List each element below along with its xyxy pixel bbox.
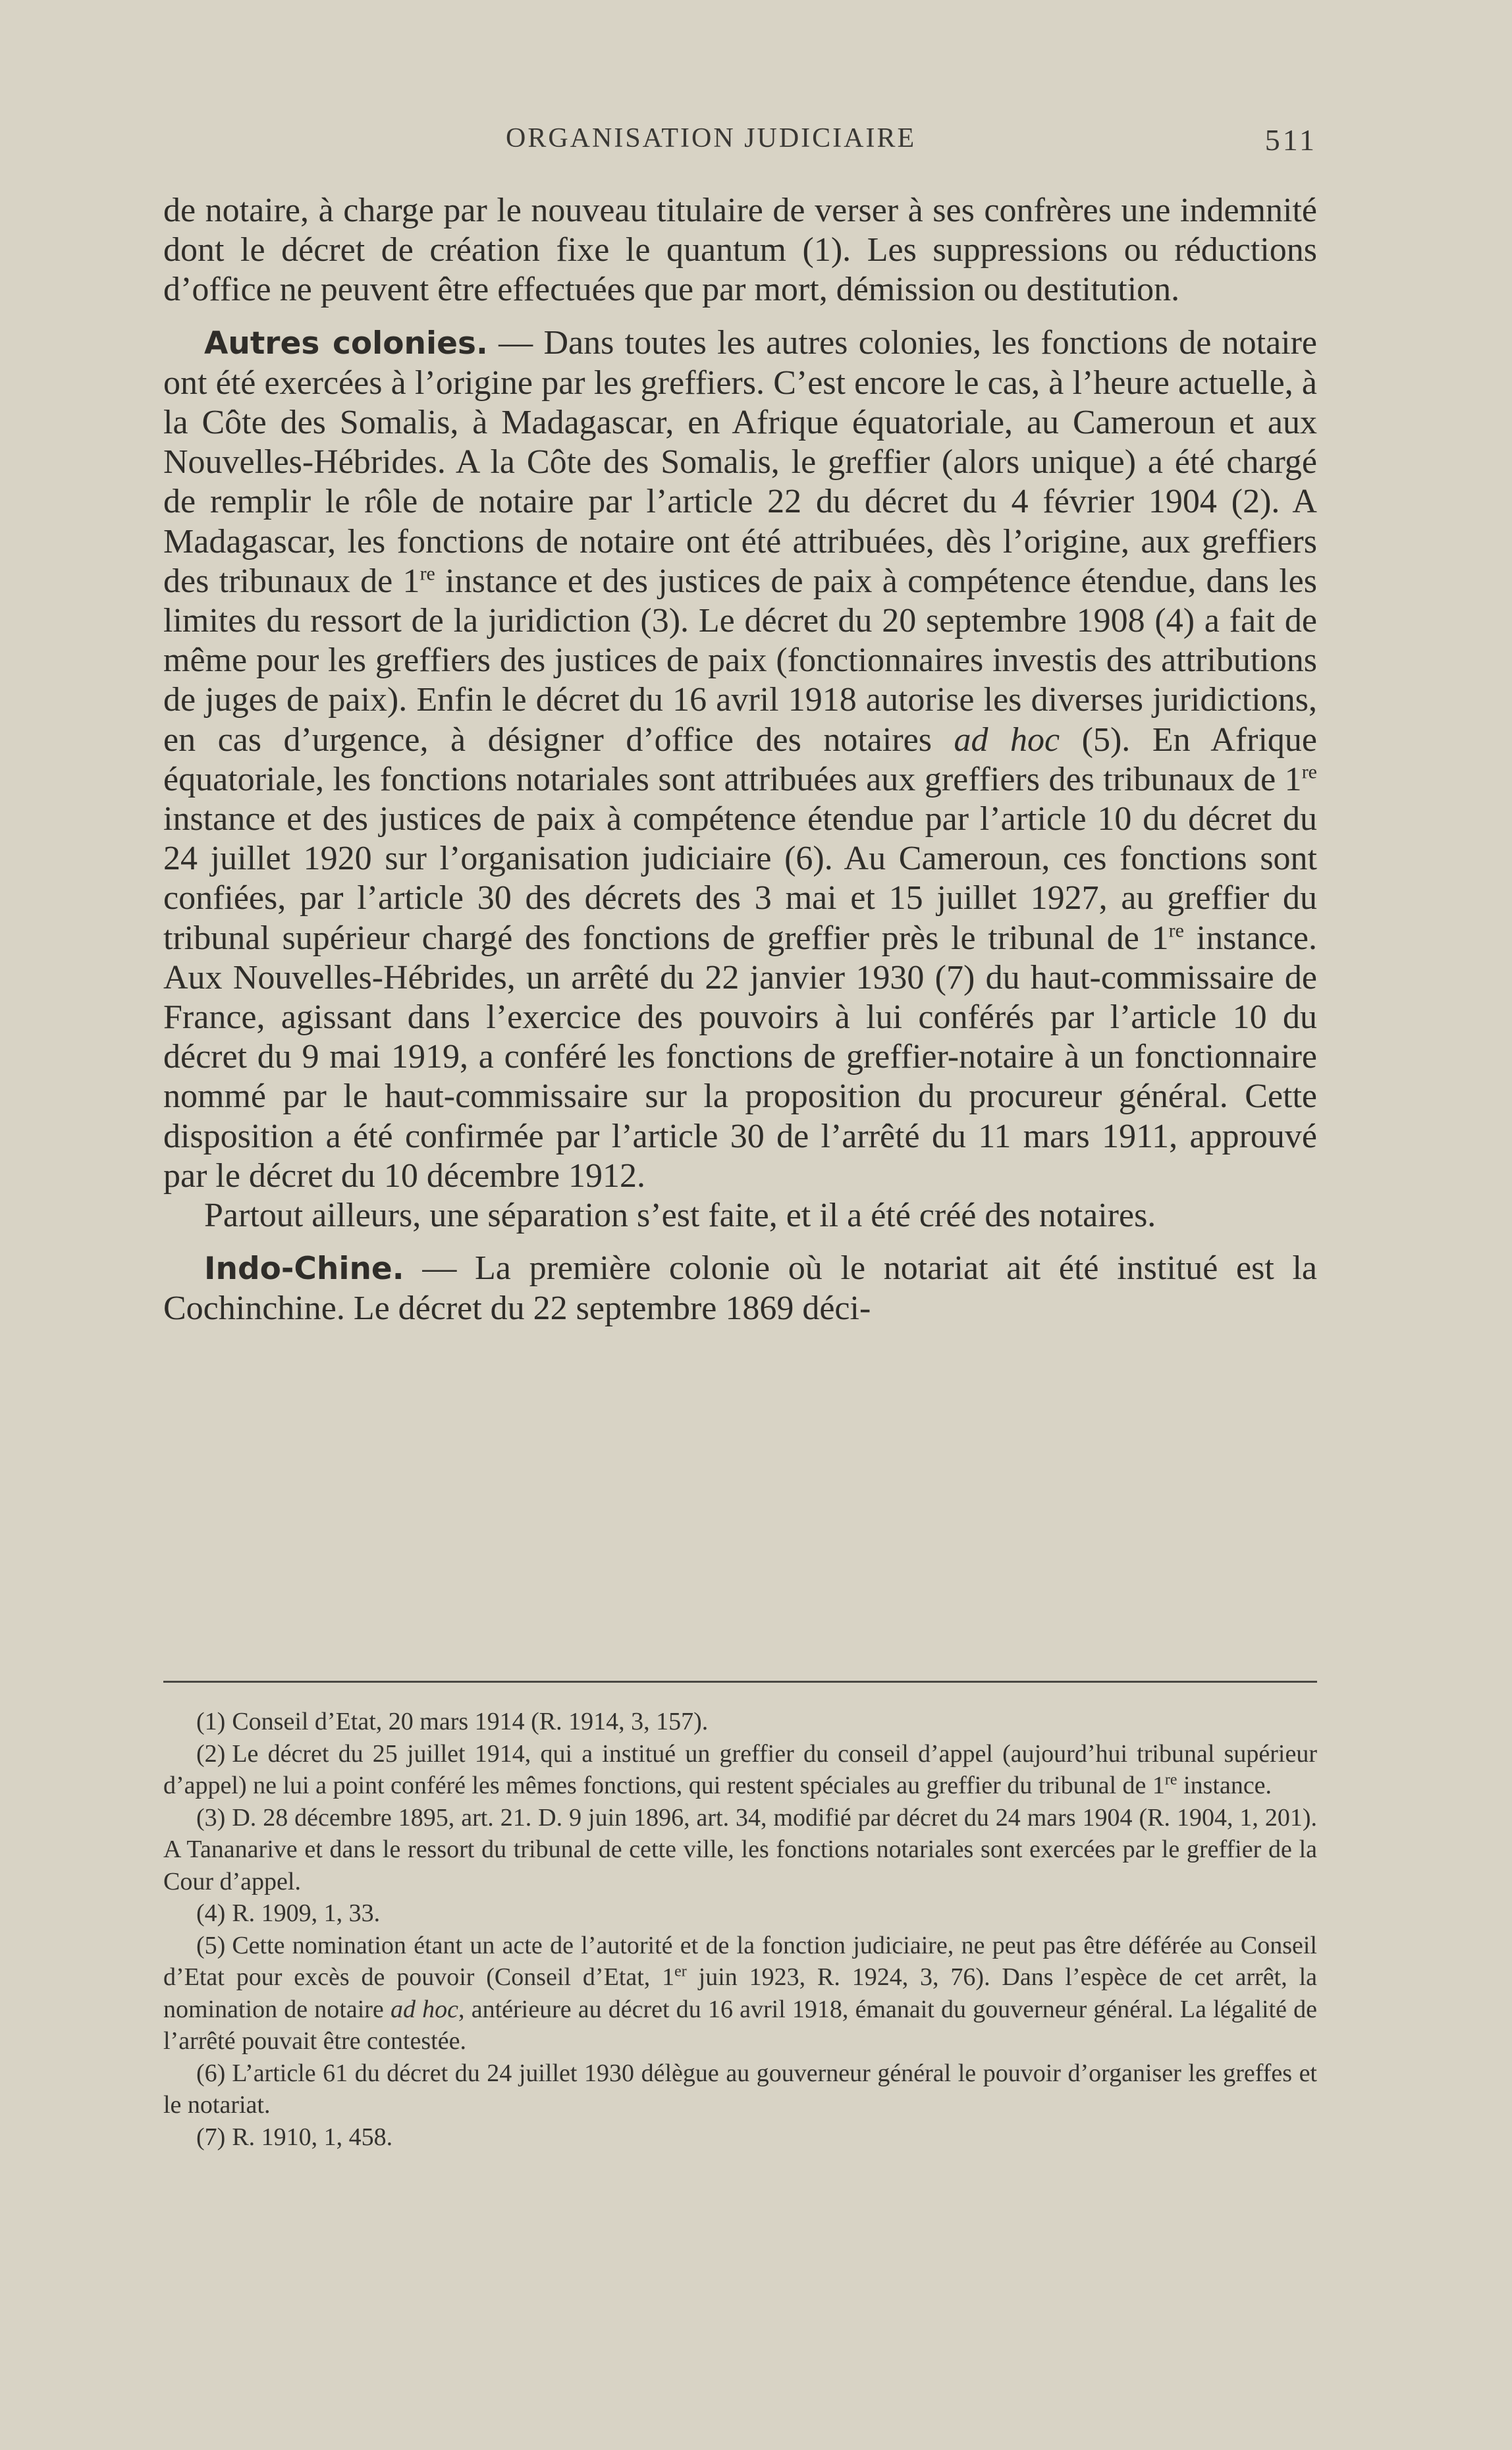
footnote-number: (5): [196, 1931, 226, 1959]
footnote-text: L’article 61 du décret du 24 juillet 1930 délègue au gouverneur général le pouvoir d’organiser les greffes et le notariat.: [163, 2059, 1317, 2119]
page-number: 511: [1264, 123, 1317, 157]
footnote-number: (3): [196, 1803, 226, 1832]
main-text: [163, 191, 1317, 1329]
footnote-2: [163, 1738, 1317, 1802]
superscript: er: [674, 1963, 687, 1980]
section-title-indo-chine: Indo-Chine.: [204, 1251, 404, 1288]
footnote-4: [163, 1897, 1317, 1930]
text-span: — La première colonie où le notariat ait été institué est la Cochinchine. Le décret du 22 septembre 1869 déci-: [163, 1249, 1317, 1328]
superscript: re: [1168, 919, 1184, 942]
footnote-text: Cette nomination étant un acte de l’autorité et de la fonction judiciaire, ne peut pas être déférée au Conseil d’Etat pour excès de pouvoir (Conseil d’Etat, 1: [163, 1931, 1317, 1991]
paragraph-autres-colonies: [163, 323, 1317, 1196]
footnote-text: instance.: [1177, 1772, 1272, 1799]
superscript: re: [1164, 1771, 1177, 1789]
footnote-1: [163, 1706, 1317, 1738]
section-title-autres-colonies: Autres colonies.: [204, 325, 488, 362]
footnote-number: (7): [196, 2123, 226, 2151]
footnote-3: [163, 1802, 1317, 1898]
footnote-number: (2): [196, 1739, 226, 1768]
text-span: instance. Aux Nouvelles-Hébrides, un arrêté du 22 janvier 1930 (7) du haut-commissaire de France, agissant dans l’exercice des pouvoirs à lui conférés par l’article 10 du décret du 9 mai 1919, a conféré les fonctions de greffier-notaire à un fonctionnaire nommé par le haut-commissaire sur la proposition du procureur général. Cette disposition a été confirmée par l’article 30 de l’arrêté du 11 mars 1911, approuvé par le décret du 10 décembre 1912.: [163, 919, 1317, 1195]
footnote-6: [163, 2057, 1317, 2121]
page-header: [163, 122, 1317, 162]
footnote-text: Conseil d’Etat, 20 mars 1914 (R. 1914, 3, 157).: [232, 1708, 709, 1735]
text-span: (5). En Afrique équatoriale, les fonctions notariales sont attribuées aux greffiers des tribunaux de 1: [163, 721, 1317, 798]
footnote-text: Le décret du 25 juillet 1914, qui a institué un greffier du conseil d’appel (aujourd’hui tribunal supérieur d’appel) ne lui a point conféré les mêmes fonctions, qui restent spéciales au greffier du tribunal de 1: [163, 1739, 1317, 1799]
paragraph-indo-chine: [163, 1249, 1317, 1328]
footnote-divider: [163, 1681, 1317, 1683]
superscript: re: [419, 562, 435, 585]
text-span: — Dans toutes les autres colonies, les fonctions de notaire ont été exercées à l’origine par les greffiers. C’est encore le cas, à l’heure actuelle, à la Côte des Somalis, à Madagascar, en Afrique équatoriale, au Cameroun et aux Nouvelles-Hébrides. A la Côte des Somalis, le greffier (alors unique) a été chargé de remplir le rôle de notaire par l’article 22 du décret du 4 février 1904 (2). A Madagascar, les fonctions de notaire ont été attribuées, dès l’origine, aux greffiers des tribunaux de 1: [163, 323, 1317, 600]
italic-phrase: ad hoc: [954, 721, 1060, 759]
footnote-text: , antérieure au décret du 16 avril 1918, émanait du gouverneur général. La légalité de l’arrêté pouvait être contestée.: [163, 1995, 1317, 2055]
footnotes: [163, 1706, 1317, 2153]
paragraph-partout: Partout ailleurs, une séparation s’est faite, et il a été créé des notaires.: [204, 1197, 1156, 1235]
text-span: instance et des justices de paix à compétence étendue, dans les limites du ressort de la juridiction (3). Le décret du 20 septembre 1908 (4) a fait de même pour les greffiers des justices de paix (fonctionnaires investis des attributions de juges de paix). Enfin le décret du 16 avril 1918 autorise les diverses juridictions, en cas d’urgence, à désigner d’office des notaires: [163, 562, 1317, 759]
italic-phrase: ad hoc: [390, 1995, 459, 2023]
running-title: ORGANISATION JUDICIAIRE: [506, 123, 917, 153]
footnote-text: D. 28 décembre 1895, art. 21. D. 9 juin 1896, art. 34, modifié par décret du 24 mars 1904 (R. 1904, 1, 201). A Tananarive et dans le ressort du tribunal de cette ville, les fonctions notariales sont exercées par le greffier de la Cour d’appel.: [163, 1803, 1317, 1895]
footnote-text: R. 1909, 1, 33.: [232, 1899, 381, 1927]
footnote-7: [163, 2121, 1317, 2154]
footnote-text: R. 1910, 1, 458.: [232, 2123, 393, 2151]
paragraph-continuation: de notaire, à charge par le nouveau titulaire de verser à ses confrères une indemnité dont le décret de création fixe le quantum (1). Les suppressions ou réductions d’office ne peuvent être effectuées que par mort, démission ou destitution.: [163, 192, 1317, 309]
footnote-number: (4): [196, 1899, 226, 1927]
text-span: instance et des justices de paix à compétence étendue par l’article 10 du décret du 24 juillet 1920 sur l’organisation judiciaire (6). Au Cameroun, ces fonctions sont confiées, par l’article 30 des décrets des 3 mai et 15 juillet 1927, au greffier du tribunal supérieur chargé des fonctions de greffier près le tribunal de 1: [163, 800, 1317, 957]
footnote-text: juin 1923, R. 1924, 3, 76). Dans l’espèce de cet arrêt, la nomination de notaire: [163, 1963, 1317, 2023]
footnote-number: (1): [196, 1708, 226, 1735]
superscript: re: [1301, 761, 1317, 783]
footnote-5: [163, 1930, 1317, 2057]
footnote-number: (6): [196, 2059, 226, 2087]
